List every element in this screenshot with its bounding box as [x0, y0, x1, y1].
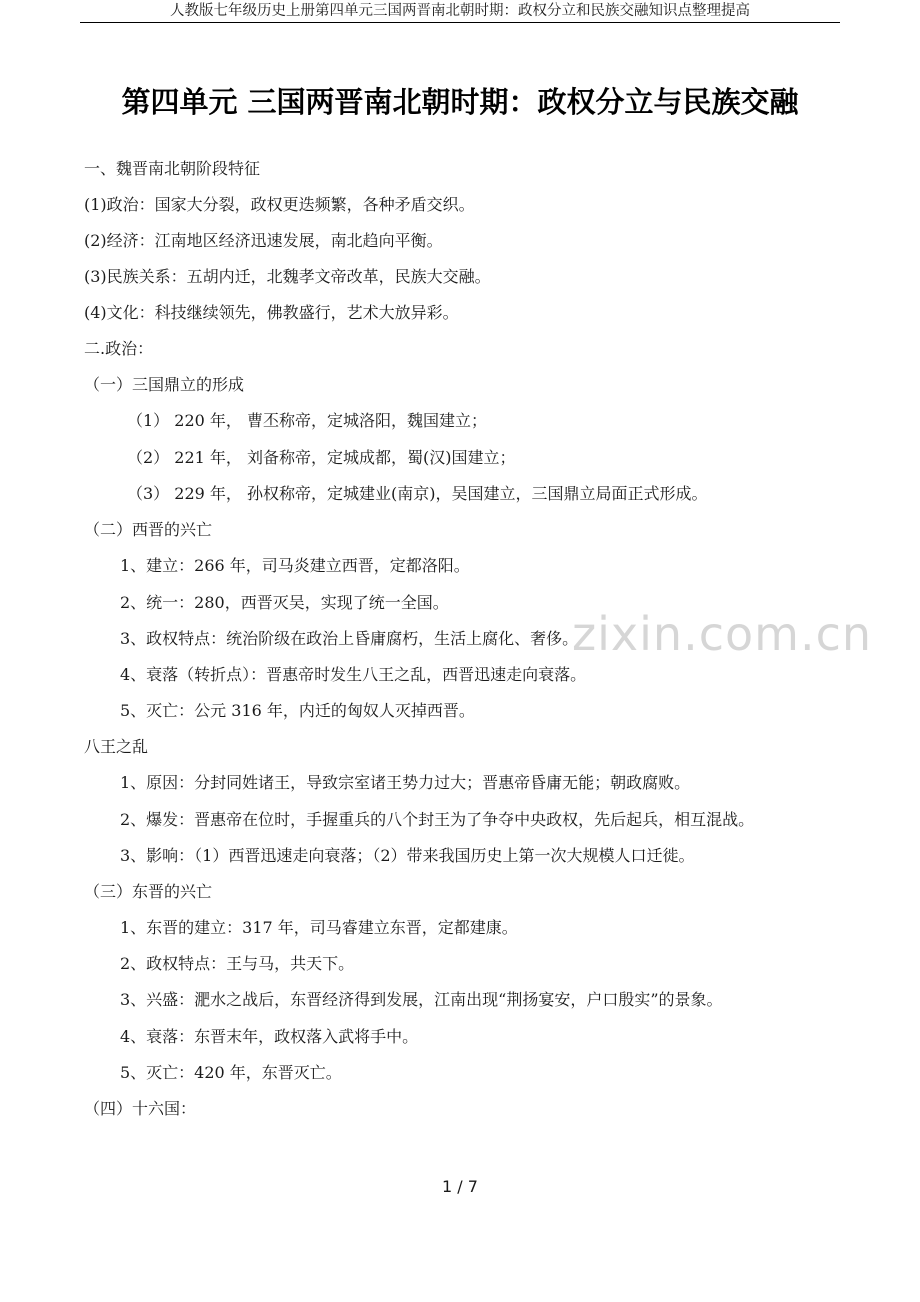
subsection-heading: （一）三国鼎立的形成 [84, 375, 245, 394]
page-number: 1 / 7 [442, 1177, 478, 1196]
list-item: (4)文化：科技继续领先，佛教盛行，艺术大放异彩。 [84, 303, 459, 322]
list-item: 1、东晋的建立：317 年，司马睿建立东晋，定都建康。 [120, 918, 518, 937]
list-item: (1)政治：国家大分裂，政权更迭频繁，各种矛盾交织。 [84, 195, 475, 214]
section-heading: 二.政治： [84, 339, 154, 358]
subsection-heading: （二）西晋的兴亡 [84, 520, 213, 539]
subsection-heading: （三）东晋的兴亡 [84, 882, 213, 901]
list-item: 5、灭亡：公元 316 年，内迁的匈奴人灭掉西晋。 [120, 701, 475, 720]
list-item: （2） 221 年， 刘备称帝，定城成都，蜀(汉)国建立； [127, 448, 516, 467]
list-item: 3、政权特点：统治阶级在政治上昏庸腐朽，生活上腐化、奢侈。 [120, 629, 579, 648]
list-item: 1、原因：分封同姓诸王，导致宗室诸王势力过大；晋惠帝昏庸无能；朝政腐败。 [120, 773, 691, 792]
document-title: 第四单元 三国两晋南北朝时期：政权分立与民族交融 [121, 85, 799, 119]
header-rule [80, 22, 840, 23]
subsection-heading: 八王之乱 [84, 737, 149, 756]
list-item: (3)民族关系：五胡内迁，北魏孝文帝改革，民族大交融。 [84, 267, 491, 286]
subsection-heading: （四）十六国： [84, 1099, 197, 1118]
watermark: zixin.com.cn [572, 607, 873, 661]
list-item: （3） 229 年， 孙权称帝，定城建业(南京)，吴国建立，三国鼎立局面正式形成。 [127, 484, 708, 503]
section-heading: 一、魏晋南北朝阶段特征 [84, 159, 261, 178]
list-item: 1、建立：266 年，司马炎建立西晋，定都洛阳。 [120, 556, 470, 575]
list-item: 4、衰落（转折点）：晋惠帝时发生八王之乱，西晋迅速走向衰落。 [120, 665, 587, 684]
list-item: 5、灭亡：420 年，东晋灭亡。 [120, 1063, 342, 1082]
list-item: （1） 220 年， 曹丕称帝，定城洛阳，魏国建立； [127, 411, 487, 430]
list-item: (2)经济：江南地区经济迅速发展，南北趋向平衡。 [84, 231, 443, 250]
list-item: 2、爆发：晋惠帝在位时，手握重兵的八个封王为了争夺中央政权，先后起兵，相互混战。 [120, 810, 755, 829]
page-header: 人教版七年级历史上册第四单元三国两晋南北朝时期：政权分立和民族交融知识点整理提高 [170, 3, 750, 19]
list-item: 2、政权特点：王与马，共天下。 [120, 954, 355, 973]
list-item: 4、衰落：东晋末年，政权落入武将手中。 [120, 1027, 419, 1046]
list-item: 3、影响：（1）西晋迅速走向衰落；（2）带来我国历史上第一次大规模人口迁徙。 [120, 846, 695, 865]
list-item: 3、兴盛：淝水之战后，东晋经济得到发展，江南出现“荆扬宴安，户口殷实”的景象。 [120, 990, 723, 1009]
list-item: 2、统一：280，西晋灭吴，实现了统一全国。 [120, 593, 449, 612]
